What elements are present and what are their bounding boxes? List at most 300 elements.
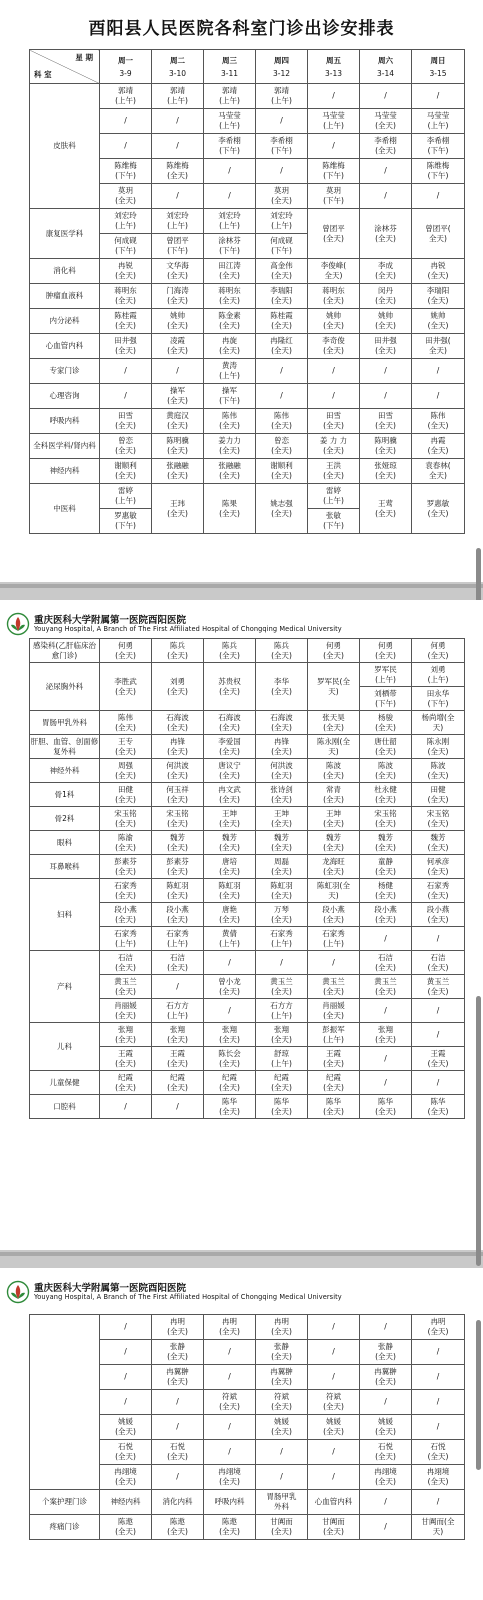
cell-text: 冉明 [430,1317,446,1326]
table-row [30,459,465,484]
schedule-cell [360,134,412,159]
department-cell [30,1023,100,1071]
schedule-cell [412,359,465,384]
table-row [30,1515,465,1540]
schedule-cell [360,459,412,484]
schedule-cell [308,807,360,831]
cell-text: / [384,1077,387,1087]
schedule-cell [152,1071,204,1095]
cell-text: (全天) [375,866,396,876]
schedule-cell [204,1047,256,1071]
schedule-cell [360,1390,412,1415]
schedule-cell [256,309,308,334]
cell-text: (全天) [115,1082,136,1092]
schedule-cell [360,831,412,855]
cell-text: 田井强 [114,336,137,345]
scrollbar-thumb[interactable] [476,548,481,608]
cell-text: 雷婷 [118,486,133,495]
day-date: 3-15 [429,68,447,78]
day-header-cell [204,50,256,84]
cell-text: / [228,191,231,200]
table-row [30,209,465,234]
cell-text: (全天) [115,890,136,900]
cell-text: 陈华 [274,1096,289,1106]
cell-text: 甘阗而 [270,1517,293,1526]
schedule-cell [360,687,412,711]
schedule-cell [308,1023,360,1047]
cell-text: 石洁 [378,952,393,962]
cell-text: (全天) [323,1082,344,1092]
cell-text: 彭振军 [322,1024,345,1034]
schedule-cell [360,284,412,309]
schedule-cell [360,783,412,807]
cell-text: 舒琼 [274,1048,289,1058]
table-row [30,1315,465,1340]
schedule-cell [152,434,204,459]
cell-text: / [280,1472,283,1481]
cell-text: (全天) [323,1527,344,1536]
cell-text: (全天) [323,421,344,430]
cell-text: / [176,1101,179,1111]
schedule-cell [360,359,412,384]
cell-text: 马莹莹 [322,111,345,120]
department-cell [30,1071,100,1095]
cell-text: 黄玉兰 [270,976,293,986]
cell-text: 冉翼翀 [270,1367,293,1376]
cell-text: (上午) [167,938,188,948]
schedule-cell [152,259,204,284]
table-row [30,384,465,409]
schedule-cell [204,1071,256,1095]
schedule-cell [256,1490,308,1515]
cell-text: (全天) [427,650,449,660]
schedule-cell [308,711,360,735]
department-cell [30,831,100,855]
cell-text: 张翔 [274,1024,289,1034]
cell-text: 罗军民 [374,664,397,674]
cell-text: 黄玉兰 [322,976,345,986]
schedule-cell [152,1515,204,1540]
cell-text: 姜 力 力 [319,436,348,445]
schedule-table-1 [29,49,465,534]
cell-text: (全天) [375,650,396,660]
cell-text: / [436,1497,440,1506]
schedule-cell [100,1047,152,1071]
department-cell [30,384,100,409]
schedule-cell [152,855,204,879]
cell-text: (全天) [375,842,396,852]
department-name: 肝胆、血管、创面修复外科 [30,736,99,756]
schedule-cell [412,134,465,159]
schedule-cell [100,1023,152,1047]
cell-text: (全天) [219,686,240,696]
schedule-cell [412,459,465,484]
schedule-cell [100,807,152,831]
cell-text: (全天) [167,722,188,732]
department-name: 妇科 [57,909,72,919]
day-date: 3-11 [220,68,239,78]
cell-text: / [124,1397,127,1406]
cell-text: 李俊峰( [320,261,347,270]
cell-text: 宋玉铭 [166,808,189,818]
department-cell [30,711,100,735]
cell-text: (上午) [427,674,449,684]
cell-text: / [332,1472,335,1481]
cell-text: 冉明 [170,1317,185,1326]
schedule-cell [152,711,204,735]
cell-text: 消化内科 [162,1497,193,1506]
schedule-cell [204,459,256,484]
schedule-cell [100,639,152,663]
schedule-cell [204,259,256,284]
cell-text: (下午) [427,146,449,155]
cell-text: (全天) [115,471,136,480]
cell-text: 纪霞 [118,1072,133,1082]
cell-text: (全天) [375,471,396,480]
cell-text: 黄倩 [222,928,237,938]
schedule-cell [308,1047,360,1071]
cell-text: 石家秀 [166,928,189,938]
cell-text: (全天) [167,650,188,660]
schedule-cell [360,109,412,134]
cell-text: 刘勇 [430,664,446,674]
cell-text: (全天) [219,446,240,455]
schedule-page-1 [0,0,483,582]
cell-text: 陈桂霞 [114,311,137,320]
schedule-cell [152,1415,204,1440]
schedule-cell [412,434,465,459]
day-date: 3-12 [272,68,291,78]
cell-text: 杨尚增(全 [421,712,455,722]
cell-text: 张静 [274,1342,289,1351]
schedule-cell [256,84,308,109]
cell-text: / [124,1372,127,1381]
schedule-cell [308,639,360,663]
schedule-cell [308,209,360,259]
schedule-cell [412,975,465,999]
cell-text: 李希栩 [426,136,450,145]
schedule-cell [360,879,412,903]
cell-text: (全天) [167,1034,188,1044]
day-header-cell [360,50,412,84]
schedule-cell [204,409,256,434]
cell-text: 天) [328,746,339,756]
cell-text: (全天) [115,866,136,876]
schedule-cell [256,927,308,951]
schedule-cell [256,1390,308,1415]
schedule-cell [256,783,308,807]
schedule-cell [204,1415,256,1440]
cell-text: 王霞 [170,1048,185,1058]
schedule-cell [100,109,152,134]
department-name: 疼痛门诊 [49,1522,80,1531]
page-title: 酉阳县人民医院各科室门诊出诊安排表 [88,19,395,39]
cell-text: 田雪 [118,411,133,420]
cell-text: / [228,1447,231,1456]
cell-text: 田雪 [378,411,393,420]
schedule-cell [256,855,308,879]
schedule-cell [152,975,204,999]
cell-text: (上午) [167,96,188,105]
cell-text: (全天) [167,962,188,972]
cell-text: 魏芳 [170,832,185,842]
cell-text: 李瑞阳 [270,286,293,295]
cell-text: 全天) [324,271,343,280]
department-name: 产科 [57,981,72,991]
schedule-cell [256,975,308,999]
cell-text: / [436,191,440,200]
cell-text: 冉翼翀 [374,1367,397,1376]
schedule-cell [360,735,412,759]
cell-text: (全天) [271,1377,292,1386]
scrollbar-thumb[interactable] [476,996,481,1266]
cell-text: 唐仕韶 [374,736,397,746]
cell-text: (全天) [271,346,292,355]
cell-text: (全天) [115,296,136,305]
cell-text: / [124,366,127,375]
cell-text: (全天) [271,471,292,480]
department-cell [30,783,100,807]
schedule-cell [412,209,465,259]
schedule-cell [100,735,152,759]
department-name: 神经内科 [49,466,80,475]
cell-text: (全天) [219,1058,240,1068]
cell-text: (全天) [427,508,449,518]
cell-text: (全天) [115,271,136,280]
department-cell [30,759,100,783]
cell-text: / [384,366,387,375]
cell-text: 肖丽媛 [114,1000,137,1010]
schedule-cell [204,134,256,159]
schedule-cell [308,134,360,159]
cell-text: 陈虹羽 [270,880,293,890]
cell-text: (全天) [219,794,240,804]
cell-text: 刘勇 [170,676,185,686]
department-cell [30,663,100,711]
schedule-cell [360,334,412,359]
cell-text: (全天) [115,1034,136,1044]
department-name: 肿瘤血液科 [45,291,84,300]
cell-text: (全天) [219,818,240,828]
cell-text: (全天) [323,471,344,480]
department-cell [30,434,100,459]
cell-text: / [384,1397,387,1406]
schedule-cell [412,711,465,735]
cell-text: 肖丽媛 [322,1000,345,1010]
cell-text: (全天) [427,296,449,305]
cell-text: 石家秀 [114,880,137,890]
cell-text: (全天) [271,1527,292,1536]
day-header-cell [412,50,465,84]
cell-text: (全天) [427,1477,449,1486]
schedule-cell [360,409,412,434]
cell-text: (全天) [115,794,136,804]
cell-text: (全天) [375,271,396,280]
cell-text: (全天) [271,914,292,924]
cell-text: 纪霞 [326,1072,341,1082]
cell-text: 杜永健 [374,784,397,794]
cell-text: (全天) [167,794,188,804]
cell-text: (全天) [167,1327,188,1336]
schedule-cell [412,334,465,359]
cell-text: 段小燕 [322,904,345,914]
cell-text: (全天) [323,842,344,852]
cell-text: 万琴 [274,904,289,914]
cell-text: / [436,1005,440,1015]
cell-text: / [436,91,440,100]
schedule-cell [204,359,256,384]
schedule-cell [308,663,360,711]
cell-text: 姚媛 [326,1417,341,1426]
cell-text: (全天) [427,890,449,900]
cell-text: (上午) [219,221,240,230]
cell-text: / [436,1347,440,1356]
schedule-cell [100,1390,152,1415]
hospital-name: 重庆医科大学附属第一医院酉阳医院 [34,615,187,626]
cell-text: 张敏 [326,511,341,520]
schedule-cell [152,1095,204,1119]
cell-text: 曾团平( [425,223,451,233]
cell-text: 涂林芬 [218,236,241,245]
cell-text: (上午) [271,221,292,230]
cell-text: 闵丹 [378,286,393,295]
cell-text: (全天) [115,346,136,355]
cell-text: (全天) [167,914,188,924]
cell-text: 段小燕 [114,904,137,914]
schedule-cell [360,1365,412,1390]
cell-text: 何勇 [326,640,341,650]
schedule-cell [308,1440,360,1465]
department-cell [30,334,100,359]
schedule-cell [308,259,360,284]
cell-text: (全天) [219,866,240,876]
table-row [30,759,465,783]
cell-text: / [176,1472,179,1481]
schedule-cell [308,509,360,534]
cell-text: 冉锐 [118,261,133,270]
cell-text: 张静 [378,1342,393,1351]
schedule-cell [412,84,465,109]
cell-text: (全天) [271,1427,292,1436]
day-date: 3-10 [168,68,187,78]
schedule-cell [100,879,152,903]
cell-text: 陈华 [430,1096,446,1106]
cell-text: (全天) [427,321,449,330]
cell-text: 陈波 [326,760,341,770]
schedule-cell [308,1390,360,1415]
cell-text: 张静 [170,1342,185,1351]
cell-text: (全天) [323,1058,344,1068]
schedule-cell [100,484,152,509]
cell-text: (全天) [427,914,449,924]
schedule-cell [412,484,465,534]
cell-text: 刘宏玲 [114,211,137,220]
schedule-cell [256,999,308,1023]
cell-text: (全天) [375,346,396,355]
schedule-cell [412,184,465,209]
cell-text: / [384,191,387,200]
cell-text: (全天) [167,842,188,852]
cell-text: / [436,933,440,943]
cell-text: 宋玉铭 [374,808,397,818]
schedule-cell [100,409,152,434]
cell-text: (全天) [427,1452,449,1461]
cell-text: (全天) [427,866,449,876]
schedule-cell [152,334,204,359]
cell-text: (上午) [219,938,240,948]
cell-text: (全天) [323,794,344,804]
hospital-logo-icon [6,612,30,636]
schedule-cell [152,831,204,855]
cell-text: 王坤 [326,808,341,818]
schedule-cell [152,951,204,975]
schedule-cell [412,783,465,807]
cell-text: 田雪 [326,411,341,420]
schedule-cell [412,1315,465,1340]
scrollbar-thumb[interactable] [476,1320,481,1470]
cell-text: (上午) [115,96,136,105]
department-cell [30,284,100,309]
cell-text: (上午) [219,121,240,130]
schedule-cell [100,1095,152,1119]
cell-text: 高金伟 [270,261,293,270]
schedule-cell [308,735,360,759]
cell-text: (全天) [375,321,396,330]
cell-text: 陈维梅 [114,161,137,170]
cell-text: 何勇 [378,640,393,650]
schedule-cell [204,1315,256,1340]
cell-text: 宋玉铭 [426,808,450,818]
cell-text: (全天) [323,346,344,355]
schedule-cell [152,384,204,409]
schedule-cell [256,735,308,759]
cell-text: 石洁 [118,952,133,962]
department-name: 骨1科 [54,789,75,799]
cell-text: (全天) [375,421,396,430]
cell-text: 王坤 [274,808,289,818]
cell-text: (全天) [115,1427,136,1436]
cell-text: 陈果 [222,498,237,508]
cell-text: 何勇 [430,640,446,650]
schedule-cell [412,1095,465,1119]
cell-text: / [332,141,335,150]
schedule-cell [204,855,256,879]
cell-text: (下午) [375,698,396,708]
cell-text: (全天) [219,1106,240,1116]
table-row [30,259,465,284]
cell-text: / [332,1347,335,1356]
cell-text: / [332,1372,335,1381]
schedule-cell [308,1340,360,1365]
cell-text: 罗惠敏 [114,511,137,520]
department-cell [30,735,100,759]
cell-text: (全天) [427,271,449,280]
cell-text: (全天) [271,271,292,280]
schedule-cell [412,1023,465,1047]
cell-text: (全天) [115,196,136,205]
schedule-cell [204,663,256,711]
schedule-cell [100,284,152,309]
cell-text: 谢顺利 [270,461,293,470]
cell-text: (全天) [167,686,188,696]
schedule-cell [412,999,465,1023]
schedule-cell [100,927,152,951]
schedule-cell [152,999,204,1023]
cell-text: 魏芳 [274,832,289,842]
cell-text: 田健 [118,784,133,794]
cell-text: (全天) [375,914,396,924]
schedule-cell [360,855,412,879]
